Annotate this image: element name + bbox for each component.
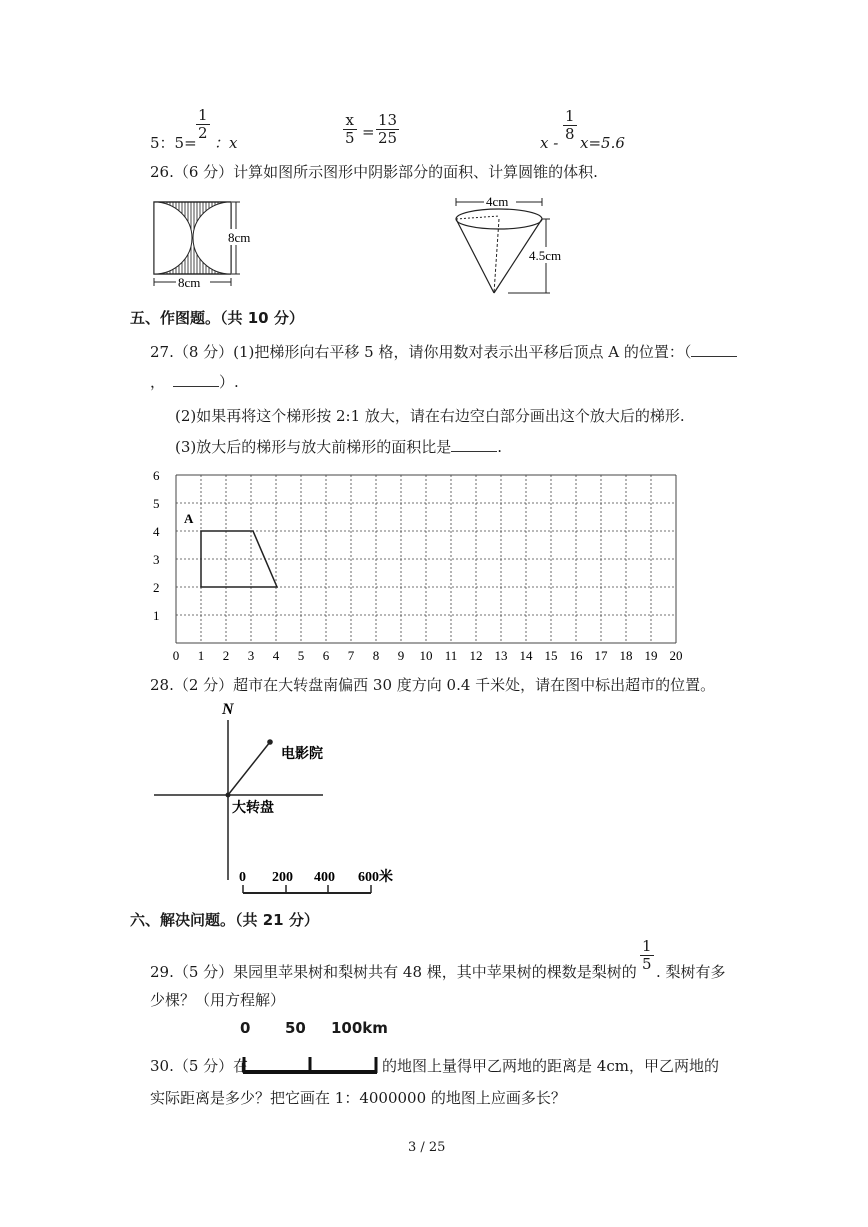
- eq3-fraction: [563, 108, 577, 143]
- eq2-right-den: 25: [378, 129, 398, 147]
- center-label: 大转盘: [232, 801, 274, 816]
- x-tick-label: 10: [419, 648, 433, 663]
- square-side-label: 8cm: [228, 230, 251, 245]
- x-tick-label: 13: [494, 648, 508, 663]
- q27-ratio-blank[interactable]: [451, 451, 497, 452]
- eq2-right-num: 13: [378, 111, 398, 129]
- cinema-line: [228, 742, 270, 795]
- shaded-square-figure: [148, 196, 268, 291]
- q27-line2: [150, 372, 239, 392]
- eq2-equals: =: [362, 123, 375, 141]
- eq2-left-fraction: [343, 112, 357, 147]
- grid-lines: [176, 475, 676, 643]
- eq2-left-num: x: [343, 112, 357, 130]
- q30-line2: 实际距离是多少？把它画在 1：4000000 的地图上应画多长？: [150, 1089, 566, 1107]
- y-tick-label: 5: [153, 496, 160, 511]
- cinema-label: 电影院: [281, 747, 323, 762]
- eq3-numerator: 1: [565, 107, 575, 125]
- y-tick-label: 4: [153, 524, 160, 539]
- grid-y-axis-ticks: [153, 468, 160, 623]
- q29-line1: [150, 962, 637, 982]
- page-number: 3 / 25: [408, 1140, 446, 1155]
- section-5-title: 五、作图题。（共 10 分）: [130, 309, 304, 327]
- scale-label-400: 400: [314, 870, 335, 885]
- x-tick-label: 18: [619, 648, 633, 663]
- q27-line1-text: 27.（8 分）(1)把梯形向右平移 5 格，请你用数对表示出平移后顶点 A 的位置：（: [150, 343, 692, 361]
- grid-x-axis-ticks: [173, 648, 683, 663]
- q30-scale-bar: [238, 1053, 382, 1077]
- x-tick-label: 0: [172, 648, 180, 663]
- eq2-right-fraction: [376, 112, 399, 147]
- q30-scale-label-100km: 100km: [331, 1019, 388, 1037]
- q30-scale-label-0: 0: [240, 1019, 251, 1037]
- x-tick-label: 6: [322, 648, 330, 663]
- eq3-denominator: 8: [565, 125, 575, 143]
- x-tick-label: 1: [197, 648, 205, 663]
- scale-label-0: 0: [239, 870, 246, 885]
- q29-line2: 少棵？（用方程解）: [150, 991, 286, 1009]
- eq1-left: 5：5=: [150, 134, 197, 152]
- x-tick-label: 4: [272, 648, 280, 663]
- q27-line1: [150, 342, 737, 362]
- x-tick-label: 11: [444, 648, 458, 663]
- x-tick-label: 3: [247, 648, 255, 663]
- q27-comma: ，: [150, 373, 166, 391]
- x-tick-label: 14: [519, 648, 533, 663]
- q29-line1-text: 29.（5 分）果园里苹果树和梨树共有 48 棵，其中苹果树的棵数是梨树的: [150, 963, 637, 981]
- x-tick-label: 2: [222, 648, 230, 663]
- x-tick-label: 5: [297, 648, 305, 663]
- q26-text: 26.（6 分）计算如图所示图形中阴影部分的面积、计算圆锥的体积.: [150, 163, 598, 181]
- q27-line4: [175, 437, 502, 457]
- eq1-fraction: [196, 107, 210, 142]
- x-tick-label: 15: [544, 648, 558, 663]
- q27-period: .: [497, 438, 503, 456]
- q30-line1-start: 30.（5 分）在: [150, 1057, 249, 1075]
- section-6-title: 六、解决问题。（共 21 分）: [130, 911, 319, 929]
- q29-fraction: [640, 938, 654, 973]
- y-tick-label: 6: [153, 468, 160, 483]
- q27-close: ）.: [219, 373, 239, 391]
- equation-1: [150, 133, 197, 153]
- eq1-numerator: 1: [198, 106, 208, 124]
- q30-scale-label-50: 50: [285, 1019, 306, 1037]
- q29-numerator: 1: [642, 937, 652, 955]
- q28-text: 28.（2 分）超市在大转盘南偏西 30 度方向 0.4 千米处，请在图中标出超市的位置。: [150, 676, 716, 694]
- x-tick-label: 17: [594, 648, 608, 663]
- y-tick-label: 1: [153, 608, 160, 623]
- x-tick-label: 16: [569, 648, 583, 663]
- vertex-a-label: A: [184, 511, 194, 526]
- eq1-tail: ：x: [214, 134, 238, 152]
- center-point: [226, 793, 231, 798]
- x-tick-label: 20: [669, 648, 683, 663]
- q30-line1-end: 的地图上量得甲乙两地的距离是 4cm，甲乙两地的: [382, 1057, 719, 1075]
- cone-figure: [448, 192, 588, 298]
- scale-label-600: 600米: [358, 870, 393, 885]
- q27-grid-figure: [148, 465, 688, 665]
- q27-answer-blank-y[interactable]: [173, 386, 219, 387]
- q27-answer-blank-x[interactable]: [691, 356, 737, 357]
- x-tick-label: 9: [397, 648, 405, 663]
- q27-line3: (2)如果再将这个梯形按 2:1 放大，请在右边空白部分画出这个放大后的梯形.: [175, 407, 685, 425]
- cone-height-label: 4.5cm: [529, 248, 562, 263]
- square-bottom-label: 8cm: [178, 275, 201, 290]
- x-tick-label: 19: [644, 648, 658, 663]
- q29-line1-end: . 梨树有多: [656, 963, 726, 981]
- x-tick-label: 8: [372, 648, 380, 663]
- q27-line4-text: (3)放大后的梯形与放大前梯形的面积比是: [175, 438, 452, 456]
- x-tick-label: 12: [469, 648, 483, 663]
- direction-map-figure: [148, 700, 413, 900]
- cone-top-label: 4cm: [486, 194, 509, 209]
- eq2-left-den: 5: [345, 129, 355, 147]
- eq3-tail: x=5.6: [580, 134, 625, 152]
- cinema-point: [267, 739, 273, 745]
- eq3-left: x -: [540, 134, 559, 152]
- y-tick-label: 3: [153, 552, 160, 567]
- x-tick-label: 7: [347, 648, 355, 663]
- eq1-denominator: 2: [198, 124, 208, 142]
- q29-denominator: 5: [642, 955, 652, 973]
- y-tick-label: 2: [153, 580, 160, 595]
- scale-label-200: 200: [272, 870, 293, 885]
- north-label: N: [222, 701, 234, 718]
